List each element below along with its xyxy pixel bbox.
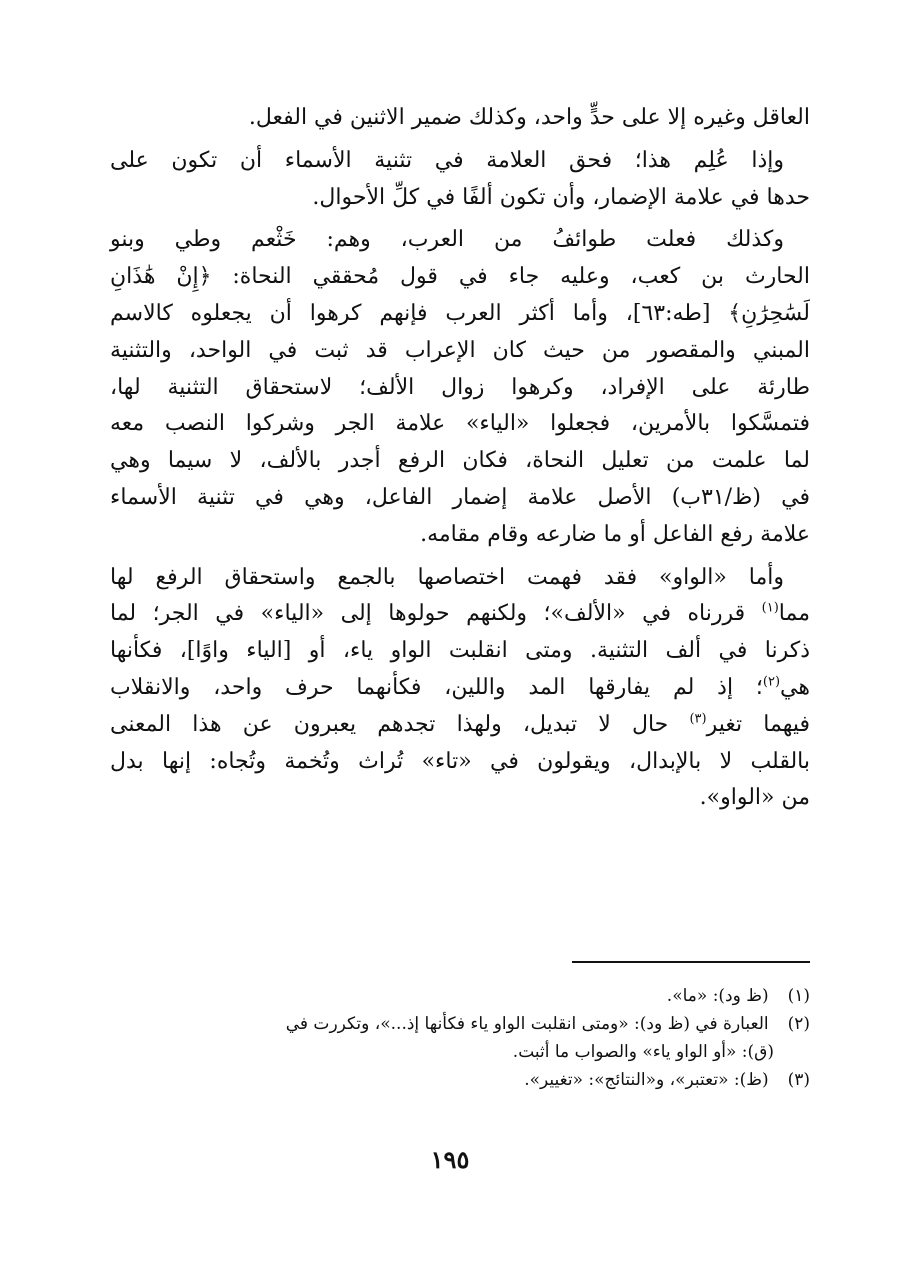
text-segment: ؛ إذ لم يفارقها المد واللين، فكأنهما حرف واحد، والانقلاب <box>110 674 763 700</box>
footnote-ref-3[interactable]: (٣) <box>689 711 707 727</box>
footnote-text-continued: (ق): «أو الواو ياء» والصواب ما أثبت. <box>512 1042 774 1062</box>
text-line: علامة رفع الفاعل أو ما ضارعه وقام مقامه. <box>420 521 810 547</box>
text-line: لما علمت من تعليل النحاة، فكان الرفع أجدر بالألف، لا سيما وهي <box>110 448 810 474</box>
footnote-divider <box>572 961 810 963</box>
text-segment: حال لا تبديل، ولهذا تجدهم يعبرون عن هذا المعنى <box>110 711 690 737</box>
text-segment: قررناه في «الألف»؛ ولكنهم حولوها إلى «الياء» في الجر؛ لما <box>110 601 762 627</box>
text-line: من «الواو». <box>699 785 810 811</box>
text-line: حدها في علامة الإضمار، وأن تكون ألفًا في كلِّ الأحوال. <box>312 184 810 210</box>
paragraph-1 <box>110 100 810 137</box>
paragraph-2 <box>110 143 810 217</box>
footnote-text: العبارة في (ظ ود): «ومتى انقلبت الواو ياء فكأنها إذ...»، وتكررت في <box>285 1014 769 1034</box>
footnote-number: (١) <box>787 986 810 1006</box>
text-line: فتمسَّكوا بالأمرين، فجعلوا «الياء» علامة الجر وشركوا النصب معه <box>110 411 810 437</box>
footnotes <box>110 982 810 1094</box>
text-line: طارئة على الإفراد، وكرهوا زوال الألف؛ لاستحقاق التثنية لها، <box>110 374 810 400</box>
text-segment: مما <box>778 601 810 627</box>
footnote-number: (٣) <box>787 1070 810 1090</box>
paragraph-4 <box>110 560 810 818</box>
footnote-2 <box>110 1010 810 1066</box>
text-line: لَسَٰحِرَٰنِ﴾ [طه:٦٣]، وأما أكثر العرب فإنهم كرهوا أن يجعلوه كالاسم <box>110 300 810 326</box>
text-line: ذكرنا في ألف التثنية. ومتى انقلبت الواو ياء، أو [الياء واوًا]، فكأنها <box>110 638 810 664</box>
page-number: ١٩٥ <box>430 1145 470 1174</box>
text-line <box>110 596 810 633</box>
text-line: وإذا عُلِم هذا؛ فحق العلامة في تثنية الأسماء أن تكون على <box>110 147 784 173</box>
footnote-3 <box>110 1066 810 1094</box>
text-line: في (ظ/٣١ب) الأصل علامة إضمار الفاعل، وهي في تثنية الأسماء <box>110 484 811 510</box>
page-body <box>110 100 810 823</box>
text-line <box>110 707 810 744</box>
text-line: المبني والمقصور من حيث كان الإعراب قد ثبت في الواحد، والتثنية <box>110 337 810 363</box>
text-line: العاقل وغيره إلا على حدٍّ واحد، وكذلك ضمير الاثنين في الفعل. <box>248 105 810 130</box>
text-line: بالقلب لا بالإبدال، ويقولون في «تاء» تُراث وتُخمة وتُجاه: إنها بدل <box>110 748 810 774</box>
text-line: وأما «الواو» فقد فهمت اختصاصها بالجمع واستحقاق الرفع لها <box>110 564 784 590</box>
text-line: وكذلك فعلت طوائفُ من العرب، وهم: خَثْعم وطي وبنو <box>110 227 784 253</box>
text-line <box>110 670 810 707</box>
footnote-ref-2[interactable]: (٢) <box>762 674 781 690</box>
footnote-ref-1[interactable]: (١) <box>761 601 779 617</box>
footnote-text: (ظ ود): «ما». <box>666 986 769 1006</box>
footnote-number: (٢) <box>787 1014 810 1034</box>
text-segment: هي <box>780 674 810 700</box>
footnote-1 <box>110 982 810 1010</box>
text-line: الحارث بن كعب، وعليه جاء في قول مُحققي النحاة: ﴿إِنْ هَٰذَانِ <box>110 264 810 290</box>
footnote-text: (ظ): «تعتبر»، و«النتائج»: «تغيير». <box>524 1070 769 1090</box>
paragraph-3 <box>110 222 810 553</box>
text-segment: فيهما تغير <box>706 711 810 737</box>
